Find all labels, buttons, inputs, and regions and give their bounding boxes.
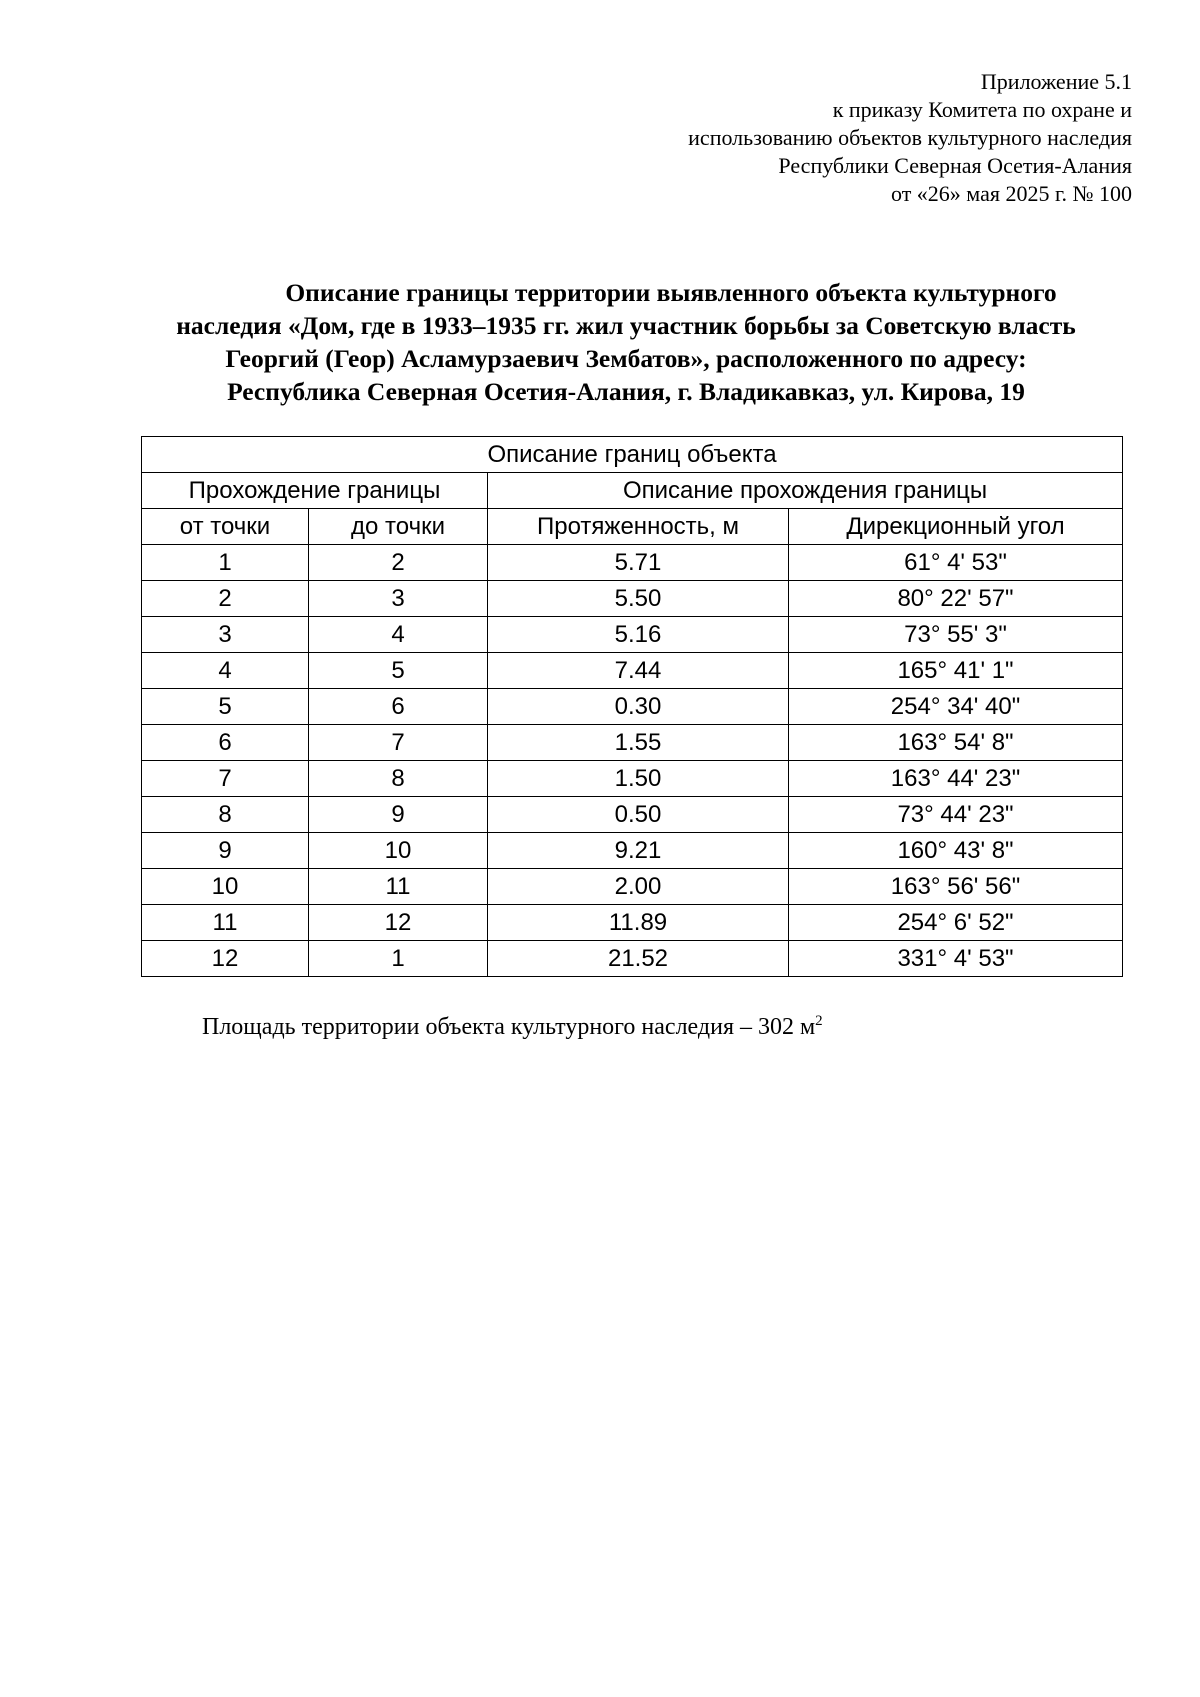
order-reference-line-3: Республики Северная Осетия-Алания bbox=[778, 153, 1132, 178]
table-row bbox=[142, 653, 1123, 689]
cell-length: 21.52 bbox=[488, 941, 789, 977]
table-row bbox=[142, 941, 1123, 977]
table-row bbox=[142, 725, 1123, 761]
table-body bbox=[142, 545, 1123, 977]
column-header-direction-angle: Дирекционный угол bbox=[789, 509, 1123, 545]
table-row bbox=[142, 905, 1123, 941]
table-row bbox=[142, 761, 1123, 797]
cell-to-point: 3 bbox=[309, 581, 488, 617]
cell-from-point: 3 bbox=[142, 617, 309, 653]
cell-length: 2.00 bbox=[488, 869, 789, 905]
cell-from-point: 7 bbox=[142, 761, 309, 797]
cell-to-point: 6 bbox=[309, 689, 488, 725]
cell-length: 5.50 bbox=[488, 581, 789, 617]
cell-length: 1.55 bbox=[488, 725, 789, 761]
cell-from-point: 11 bbox=[142, 905, 309, 941]
cell-to-point: 11 bbox=[309, 869, 488, 905]
table-caption: Описание границ объекта bbox=[142, 437, 1123, 473]
cell-from-point: 6 bbox=[142, 725, 309, 761]
area-text: Площадь территории объекта культурного наследия – 302 м bbox=[202, 1014, 816, 1040]
column-header-to-point: до точки bbox=[309, 509, 488, 545]
title-line-4: Республика Северная Осетия-Алания, г. Владикавказ, ул. Кирова, 19 bbox=[227, 377, 1025, 406]
appendix-header bbox=[688, 68, 1132, 208]
table-row bbox=[142, 581, 1123, 617]
boundary-table bbox=[141, 436, 1123, 977]
cell-length: 0.50 bbox=[488, 797, 789, 833]
cell-length: 1.50 bbox=[488, 761, 789, 797]
cell-length: 9.21 bbox=[488, 833, 789, 869]
cell-from-point: 5 bbox=[142, 689, 309, 725]
table-row bbox=[142, 545, 1123, 581]
cell-to-point: 4 bbox=[309, 617, 488, 653]
cell-from-point: 9 bbox=[142, 833, 309, 869]
table-row bbox=[142, 833, 1123, 869]
territory-area bbox=[202, 1012, 823, 1042]
title-line-2: наследия «Дом, где в 1933–1935 гг. жил участник борьбы за Советскую власть bbox=[176, 311, 1076, 340]
order-reference-line-1: к приказу Комитета по охране и bbox=[832, 97, 1132, 122]
cell-direction-angle: 61° 4' 53" bbox=[789, 545, 1123, 581]
table-row bbox=[142, 617, 1123, 653]
appendix-number: Приложение 5.1 bbox=[980, 69, 1132, 94]
table-row bbox=[142, 797, 1123, 833]
cell-to-point: 9 bbox=[309, 797, 488, 833]
title-line-3: Георгий (Геор) Асламурзаевич Зембатов», расположенного по адресу: bbox=[225, 344, 1027, 373]
order-reference-line-2: использованию объектов культурного наследия bbox=[688, 125, 1132, 150]
cell-to-point: 10 bbox=[309, 833, 488, 869]
cell-length: 0.30 bbox=[488, 689, 789, 725]
cell-direction-angle: 73° 55' 3" bbox=[789, 617, 1123, 653]
cell-from-point: 4 bbox=[142, 653, 309, 689]
cell-direction-angle: 254° 34' 40" bbox=[789, 689, 1123, 725]
cell-direction-angle: 160° 43' 8" bbox=[789, 833, 1123, 869]
cell-from-point: 8 bbox=[142, 797, 309, 833]
cell-direction-angle: 254° 6' 52" bbox=[789, 905, 1123, 941]
cell-to-point: 2 bbox=[309, 545, 488, 581]
cell-to-point: 7 bbox=[309, 725, 488, 761]
group-header-boundary-passage: Прохождение границы bbox=[142, 473, 488, 509]
cell-direction-angle: 163° 44' 23" bbox=[789, 761, 1123, 797]
cell-direction-angle: 163° 56' 56" bbox=[789, 869, 1123, 905]
cell-direction-angle: 331° 4' 53" bbox=[789, 941, 1123, 977]
cell-to-point: 1 bbox=[309, 941, 488, 977]
table-row bbox=[142, 689, 1123, 725]
table-row bbox=[142, 869, 1123, 905]
cell-from-point: 12 bbox=[142, 941, 309, 977]
cell-from-point: 10 bbox=[142, 869, 309, 905]
cell-direction-angle: 163° 54' 8" bbox=[789, 725, 1123, 761]
cell-to-point: 8 bbox=[309, 761, 488, 797]
document-title bbox=[110, 276, 1142, 408]
cell-length: 11.89 bbox=[488, 905, 789, 941]
cell-from-point: 1 bbox=[142, 545, 309, 581]
cell-to-point: 12 bbox=[309, 905, 488, 941]
column-header-from-point: от точки bbox=[142, 509, 309, 545]
title-line-1: Описание границы территории выявленного объекта культурного bbox=[285, 278, 1057, 307]
area-unit-superscript: 2 bbox=[815, 1013, 823, 1029]
group-header-boundary-description: Описание прохождения границы bbox=[488, 473, 1123, 509]
cell-length: 5.16 bbox=[488, 617, 789, 653]
cell-to-point: 5 bbox=[309, 653, 488, 689]
column-header-length: Протяженность, м bbox=[488, 509, 789, 545]
cell-direction-angle: 80° 22' 57" bbox=[789, 581, 1123, 617]
cell-direction-angle: 73° 44' 23" bbox=[789, 797, 1123, 833]
order-date-number: от «26» мая 2025 г. № 100 bbox=[890, 181, 1132, 206]
cell-direction-angle: 165° 41' 1" bbox=[789, 653, 1123, 689]
cell-from-point: 2 bbox=[142, 581, 309, 617]
cell-length: 5.71 bbox=[488, 545, 789, 581]
cell-length: 7.44 bbox=[488, 653, 789, 689]
